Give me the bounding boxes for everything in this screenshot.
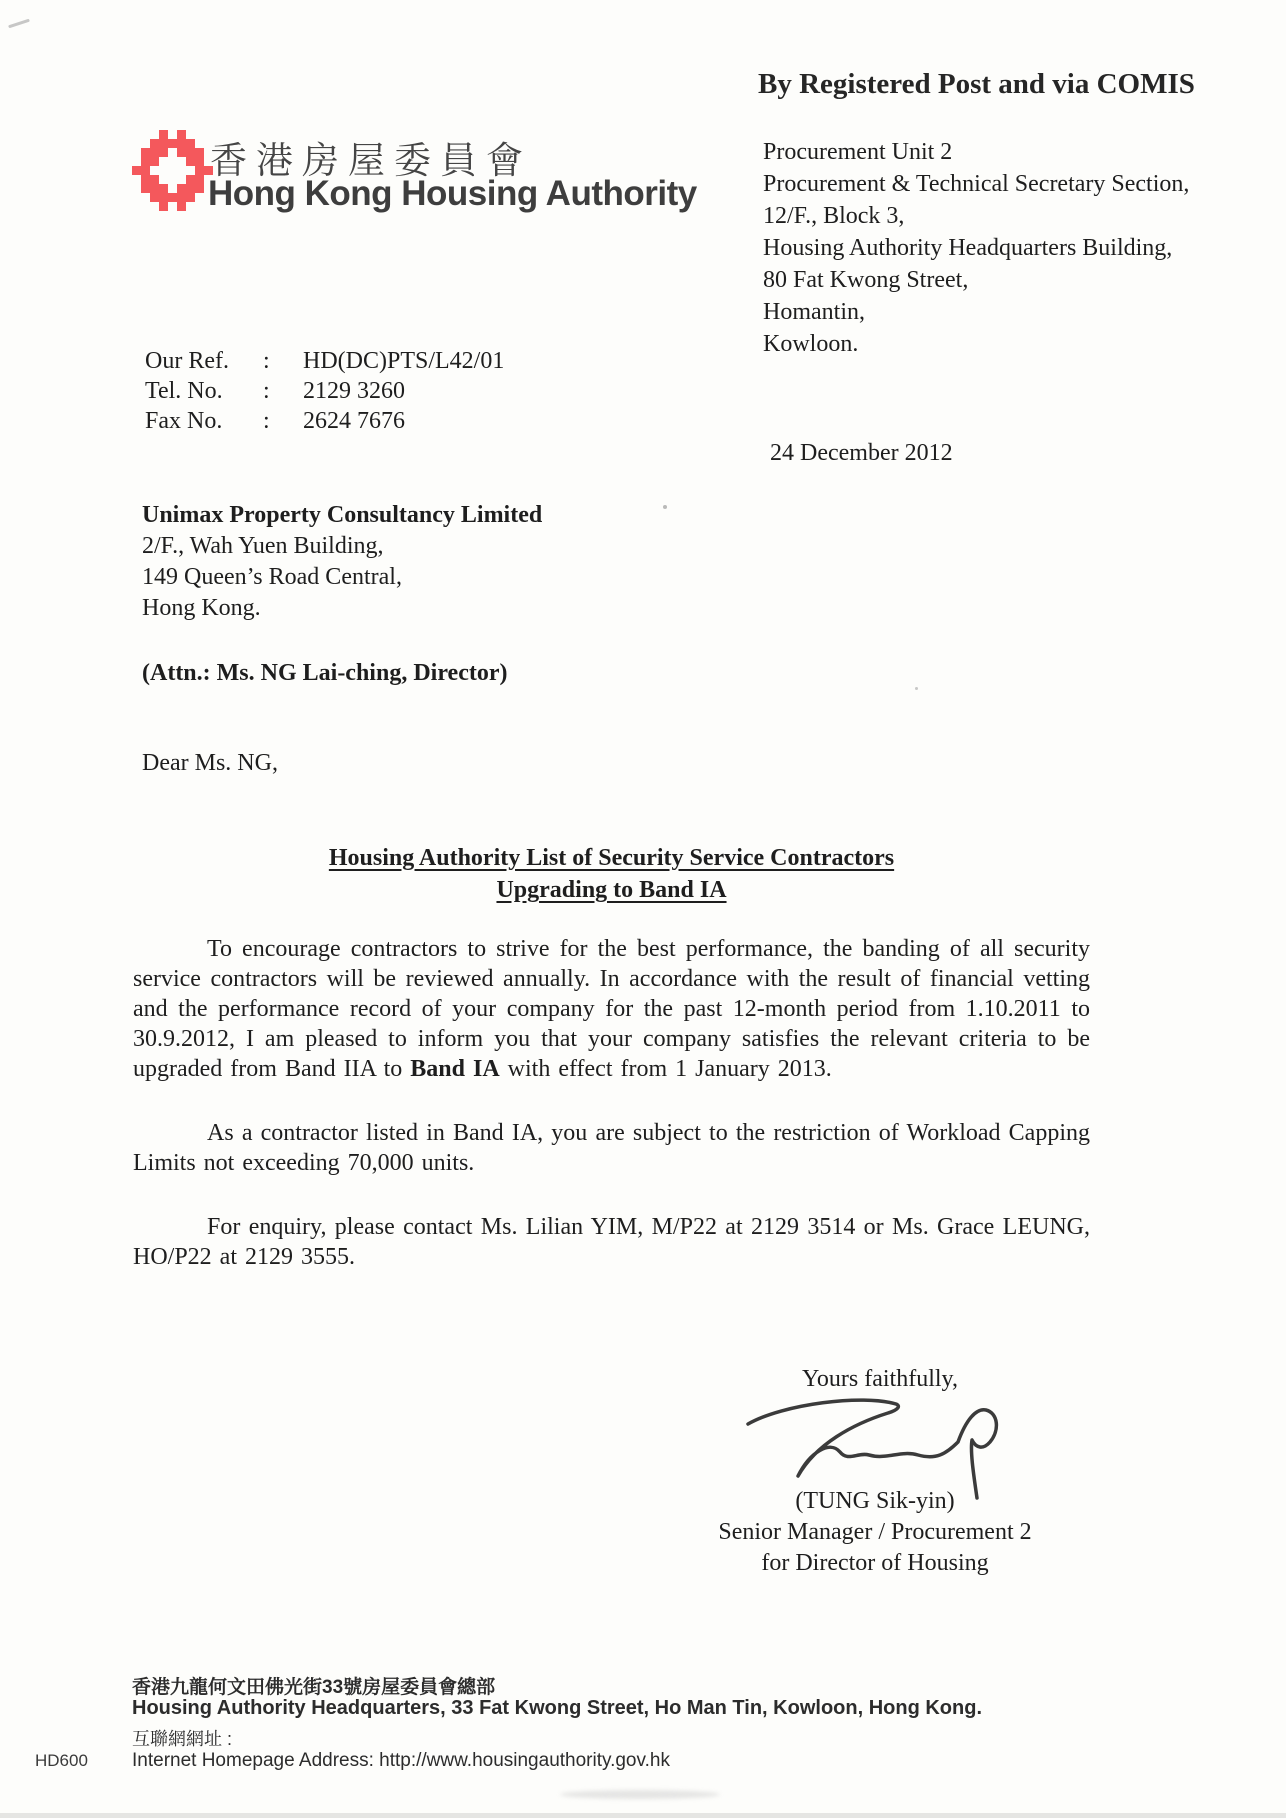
- recipient-address-line: Hong Kong.: [142, 595, 261, 621]
- scan-artifact: [560, 1790, 720, 1799]
- delivery-method: By Registered Post and via COMIS: [758, 68, 1195, 100]
- form-code: HD600: [35, 1751, 88, 1770]
- subject-heading: [133, 842, 1090, 906]
- signatory-name: (TUNG Sik-yin): [795, 1488, 955, 1514]
- sender-address-line: Homantin,: [763, 299, 865, 325]
- logo-english-name: Hong Kong Housing Authority: [208, 174, 697, 213]
- ref-value: 2129 3260: [303, 378, 405, 404]
- housing-authority-logo-icon: [132, 130, 213, 211]
- scan-artifact: [915, 687, 918, 690]
- ref-label: Our Ref.: [145, 348, 229, 374]
- scan-artifact: [663, 505, 667, 509]
- logo-chinese-name: 香港房屋委員會: [210, 140, 532, 181]
- ref-separator: :: [263, 408, 270, 434]
- sender-address-line: Procurement Unit 2: [763, 139, 953, 165]
- sender-address-line: 12/F., Block 3,: [763, 203, 905, 229]
- salutation: Dear Ms. NG,: [142, 750, 278, 776]
- ref-value: HD(DC)PTS/L42/01: [303, 348, 505, 374]
- paragraph-1-bold-text: Band IA: [410, 1056, 500, 1082]
- footer-homepage-label-chinese: 互聯網網址 :: [132, 1729, 233, 1749]
- ref-separator: :: [263, 378, 270, 404]
- signatory-for: for Director of Housing: [761, 1550, 989, 1576]
- paragraph-1-text: To encourage contractors to strive for the best performance, the banding of all security service contractors will be reviewed annually. In accordance with the result of financial vetting and the performance record of your company for the past 12-month period from 1.10.2011 to 30.9.2012, I am pleased to inform you that your company satisfies the relevant criteria to be upgraded from Band IIA to: [133, 936, 1090, 1082]
- recipient-address-line: 2/F., Wah Yuen Building,: [142, 533, 384, 559]
- paragraph-2: As a contractor listed in Band IA, you are subject to the restriction of Workload Capping Limits not exceeding 70,000 units.: [133, 1120, 1090, 1176]
- sender-address-line: Housing Authority Headquarters Building,: [763, 235, 1173, 261]
- attention-line: (Attn.: Ms. NG Lai-ching, Director): [142, 660, 508, 686]
- ref-label: Fax No.: [145, 408, 223, 434]
- recipient-address: [142, 500, 542, 624]
- reference-block: [145, 346, 504, 436]
- sender-address: [763, 136, 1189, 360]
- scan-artifact: [8, 19, 30, 29]
- subject-line-1: Housing Authority List of Security Service Contractors: [328, 845, 895, 871]
- ref-separator: :: [263, 348, 270, 374]
- paragraph-1-text: with effect from 1 January 2013.: [499, 1056, 832, 1082]
- scan-artifact: [0, 1813, 1286, 1818]
- sender-address-line: Procurement & Technical Secretary Section,: [763, 171, 1190, 197]
- sender-address-line: 80 Fat Kwong Street,: [763, 267, 969, 293]
- subject-line-2: Upgrading to Band IA: [496, 877, 727, 903]
- letter-body: [133, 934, 1090, 1306]
- valediction: Yours faithfully,: [801, 1366, 958, 1392]
- letter-date: 24 December 2012: [770, 440, 953, 466]
- footer-address-chinese: 香港九龍何文田佛光街33號房屋委員會總部: [132, 1677, 496, 1698]
- paragraph-3: For enquiry, please contact Ms. Lilian YIM, M/P22 at 2129 3514 or Ms. Grace LEUNG, HO/P22 at 2129 3555.: [133, 1214, 1090, 1270]
- recipient-name: Unimax Property Consultancy Limited: [142, 502, 543, 528]
- ref-label: Tel. No.: [145, 378, 223, 404]
- footer-address-english: Housing Authority Headquarters, 33 Fat Kwong Street, Ho Man Tin, Kowloon, Hong Kong.: [132, 1697, 983, 1719]
- signatory-block: [690, 1486, 1060, 1579]
- sender-address-line: Kowloon.: [763, 331, 859, 357]
- recipient-address-line: 149 Queen’s Road Central,: [142, 564, 402, 590]
- footer-homepage-address: Internet Homepage Address: http://www.housingauthority.gov.hk: [132, 1750, 670, 1771]
- paragraph-1: [133, 934, 1090, 1084]
- ref-value: 2624 7676: [303, 408, 405, 434]
- signatory-title: Senior Manager / Procurement 2: [718, 1519, 1032, 1545]
